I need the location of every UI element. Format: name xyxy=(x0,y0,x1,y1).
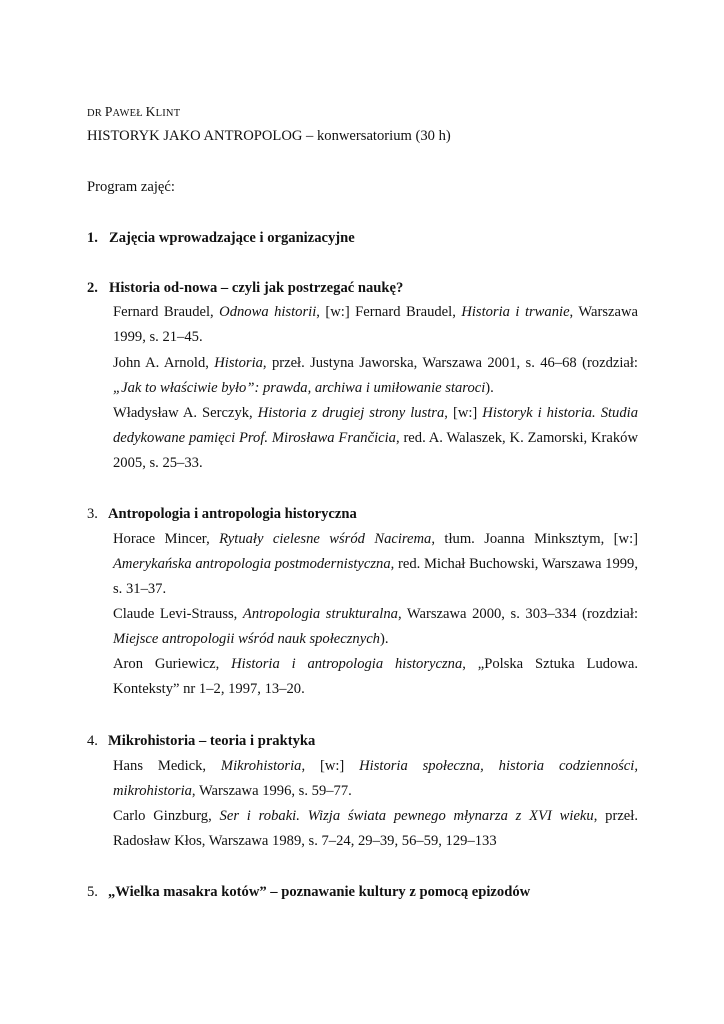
bibliography-entry: Hans Medick, Mikrohistoria, [w:] Historia społeczna, historia codzienności, mikrohistoria, Warszawa 1996, s. 59–77. xyxy=(113,758,638,800)
section-heading: 4. Mikrohistoria – teoria i praktyka xyxy=(87,733,316,749)
section-heading: 3. Antropologia i antropologia historyczna xyxy=(87,506,357,522)
bibliography-entry: Fernard Braudel, Odnowa historii, [w:] Fernard Braudel, Historia i trwanie, Warszawa 1999, s. 21–45. xyxy=(113,304,638,346)
section-heading: 1. Zajęcia wprowadzające i organizacyjne xyxy=(87,230,355,246)
author-name: DR PAWEŁ KLINT xyxy=(87,104,181,119)
course-title: HISTORYK JAKO ANTROPOLOG – konwersatorium (30 h) xyxy=(87,128,451,144)
bibliography-entry: Horace Mincer, Rytuały cielesne wśród Nacirema, tłum. Joanna Minksztym, [w:] Amerykańska antropologia postmodernistyczna, red. Michał Buchowski, Warszawa 1999, s. 31–37. xyxy=(113,531,638,598)
program-label: Program zajęć: xyxy=(87,179,175,195)
bibliography-entry: John A. Arnold, Historia, przeł. Justyna Jaworska, Warszawa 2001, s. 46–68 (rozdział: „Jak to właściwie było”: prawda, archiwa i umiłowanie staroci). xyxy=(113,355,638,397)
section-heading: 2. Historia od-nowa – czyli jak postrzegać naukę? xyxy=(87,280,404,296)
bibliography-entry: Claude Levi-Strauss, Antropologia strukturalna, Warszawa 2000, s. 303–334 (rozdział: Miejsce antropologii wśród nauk społecznych). xyxy=(113,606,638,648)
bibliography-entry: Aron Guriewicz, Historia i antropologia historyczna, „Polska Sztuka Ludowa. Konteksty” nr 1–2, 1997, 13–20. xyxy=(113,656,638,698)
bibliography-entry: Władysław A. Serczyk, Historia z drugiej strony lustra, [w:] Historyk i historia. Studia dedykowane pamięci Prof. Mirosława Frančicia, red. A. Walaszek, K. Zamorski, Kraków 2005, s. 25–33. xyxy=(113,405,639,472)
bibliography-entry: Carlo Ginzburg, Ser i robaki. Wizja świata pewnego młynarza z XVI wieku, przeł. Radosław Kłos, Warszawa 1989, s. 7–24, 29–39, 56–59, 129–133 xyxy=(113,808,638,850)
section-heading: 5. „Wielka masakra kotów” – poznawanie kultury z pomocą epizodów xyxy=(87,884,531,900)
